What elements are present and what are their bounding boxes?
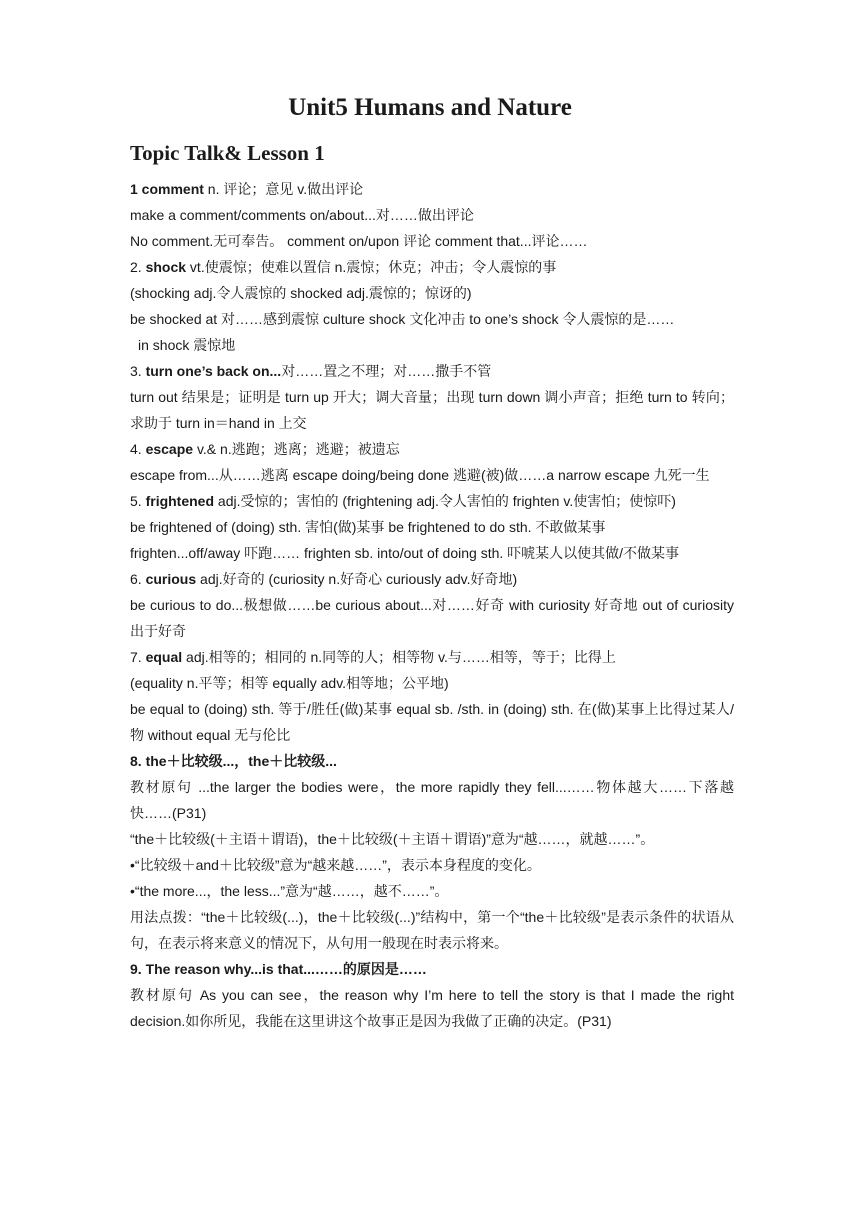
entry-comment-def: n. 评论；意见 v.做出评论: [203, 181, 364, 197]
entry-curious-def: adj.好奇的 (curiosity n.好奇心 curiously adv.好奇地): [196, 571, 518, 587]
entry-the-more-line: “the＋比较级(＋主语＋谓语)，the＋比较级(＋主语＋谓语)”意为“越……，就越……”。: [130, 831, 655, 847]
entry-number: 2.: [130, 259, 146, 275]
entry-turn-def: 对……置之不理；对……撒手不管: [281, 363, 492, 379]
entry-frightened-line: frighten...off/away 吓跑…… frighten sb. into/out of doing sth. 吓唬某人以使其做/不做某事: [130, 545, 680, 561]
entry-equal-head: [130, 644, 734, 670]
entry-escape-def: v.& n.逃跑；逃离；逃避；被遗忘: [193, 441, 400, 457]
entry-reason-line: 教材原句 As you can see，the reason why I’m here to tell the story is that I made the right decision.如你所见，我能在这里讲这个故事正是因为我做了正确的决定。(P31): [130, 987, 734, 1029]
entry-equal-word: equal: [145, 649, 183, 665]
entry-equal-line: (equality n.平等；相等 equally adv.相等地；公平地): [130, 675, 449, 691]
entry-frightened-line: be frightened of (doing) sth. 害怕(做)某事 be frightened to do sth. 不敢做某事: [130, 519, 606, 535]
entry-turn-head: [130, 358, 734, 384]
entry-shock-word: shock: [145, 259, 187, 275]
entry-number: 3.: [130, 363, 146, 379]
entry-frightened-head: [130, 488, 734, 514]
entry-number: 6.: [130, 571, 146, 587]
entry-escape-line: escape from...从……逃离 escape doing/being done 逃避(被)做……a narrow escape 九死一生: [130, 467, 710, 483]
page-title: Unit5 Humans and Nature: [288, 94, 572, 121]
entry-shock-line: in shock 震惊地: [138, 337, 236, 353]
entry-the-more-line: •“the more...，the less...”意为“越……，越不……”。: [130, 883, 449, 899]
section-title: Topic Talk& Lesson 1: [130, 141, 325, 165]
entry-curious-line: be curious to do...极想做……be curious about...对……好奇 with curiosity 好奇地 out of curiosity 出于好奇: [130, 597, 734, 639]
entry-turn-word: turn one’s back on...: [145, 363, 282, 379]
entry-the-more-line: 用法点拨：“the＋比较级(...)，the＋比较级(...)”结构中，第一个“the＋比较级”是表示条件的状语从句，在表示将来意义的情况下，从句用一般现在时表示将来。: [130, 909, 734, 951]
entry-comment-word: 1 comment: [130, 181, 204, 197]
entry-the-more-word: 8. the＋比较级...，the＋比较级...: [130, 753, 337, 769]
entry-number: 7.: [130, 649, 146, 665]
entry-number: 4.: [130, 441, 146, 457]
entry-comment-line: No comment.无可奉告。 comment on/upon 评论 comment that...评论……: [130, 233, 588, 249]
entry-reason-word: 9. The reason why...is that...……的原因是……: [130, 961, 427, 977]
entry-curious-word: curious: [145, 571, 197, 587]
entry-shock-head: [130, 254, 734, 280]
entry-comment-line: make a comment/comments on/about...对……做出评论: [130, 207, 474, 223]
entry-turn-line: turn out 结果是；证明是 turn up 开大；调大音量；出现 turn down 调小声音；拒绝 turn to 转向；求助于 turn in＝hand in 上交: [130, 389, 734, 431]
entry-escape-word: escape: [145, 441, 194, 457]
entry-frightened-def: adj.受惊的；害怕的 (frightening adj.令人害怕的 frighten v.使害怕；使惊吓): [214, 493, 676, 509]
entry-the-more-line: •“比较级＋and＋比较级”意为“越来越……”，表示本身程度的变化。: [130, 857, 541, 873]
entry-equal-def: adj.相等的；相同的 n.同等的人；相等物 v.与……相等，等于；比得上: [182, 649, 616, 665]
entry-curious-head: [130, 566, 734, 592]
entry-comment-head: [130, 176, 734, 202]
entry-shock-line: (shocking adj.令人震惊的 shocked adj.震惊的；惊讶的): [130, 285, 472, 301]
entry-reason-head: [130, 956, 734, 982]
vocab-list: [130, 176, 734, 1034]
entry-escape-head: [130, 436, 734, 462]
entry-number: 5.: [130, 493, 146, 509]
entry-shock-def: vt.使震惊；使难以置信 n.震惊；休克；冲击；令人震惊的事: [186, 259, 557, 275]
entry-frightened-word: frightened: [145, 493, 215, 509]
entry-the-more-head: [130, 748, 734, 774]
entry-shock-line: be shocked at 对……感到震惊 culture shock 文化冲击 to one’s shock 令人震惊的是……: [130, 311, 675, 327]
entry-equal-line: be equal to (doing) sth. 等于/胜任(做)某事 equal sb. /sth. in (doing) sth. 在(做)某事上比得过某人/物 without equal 无与伦比: [130, 701, 734, 743]
entry-the-more-line: 教材原句 ...the larger the bodies were，the more rapidly they fell...……物体越大……下落越快……(P31): [130, 779, 734, 821]
